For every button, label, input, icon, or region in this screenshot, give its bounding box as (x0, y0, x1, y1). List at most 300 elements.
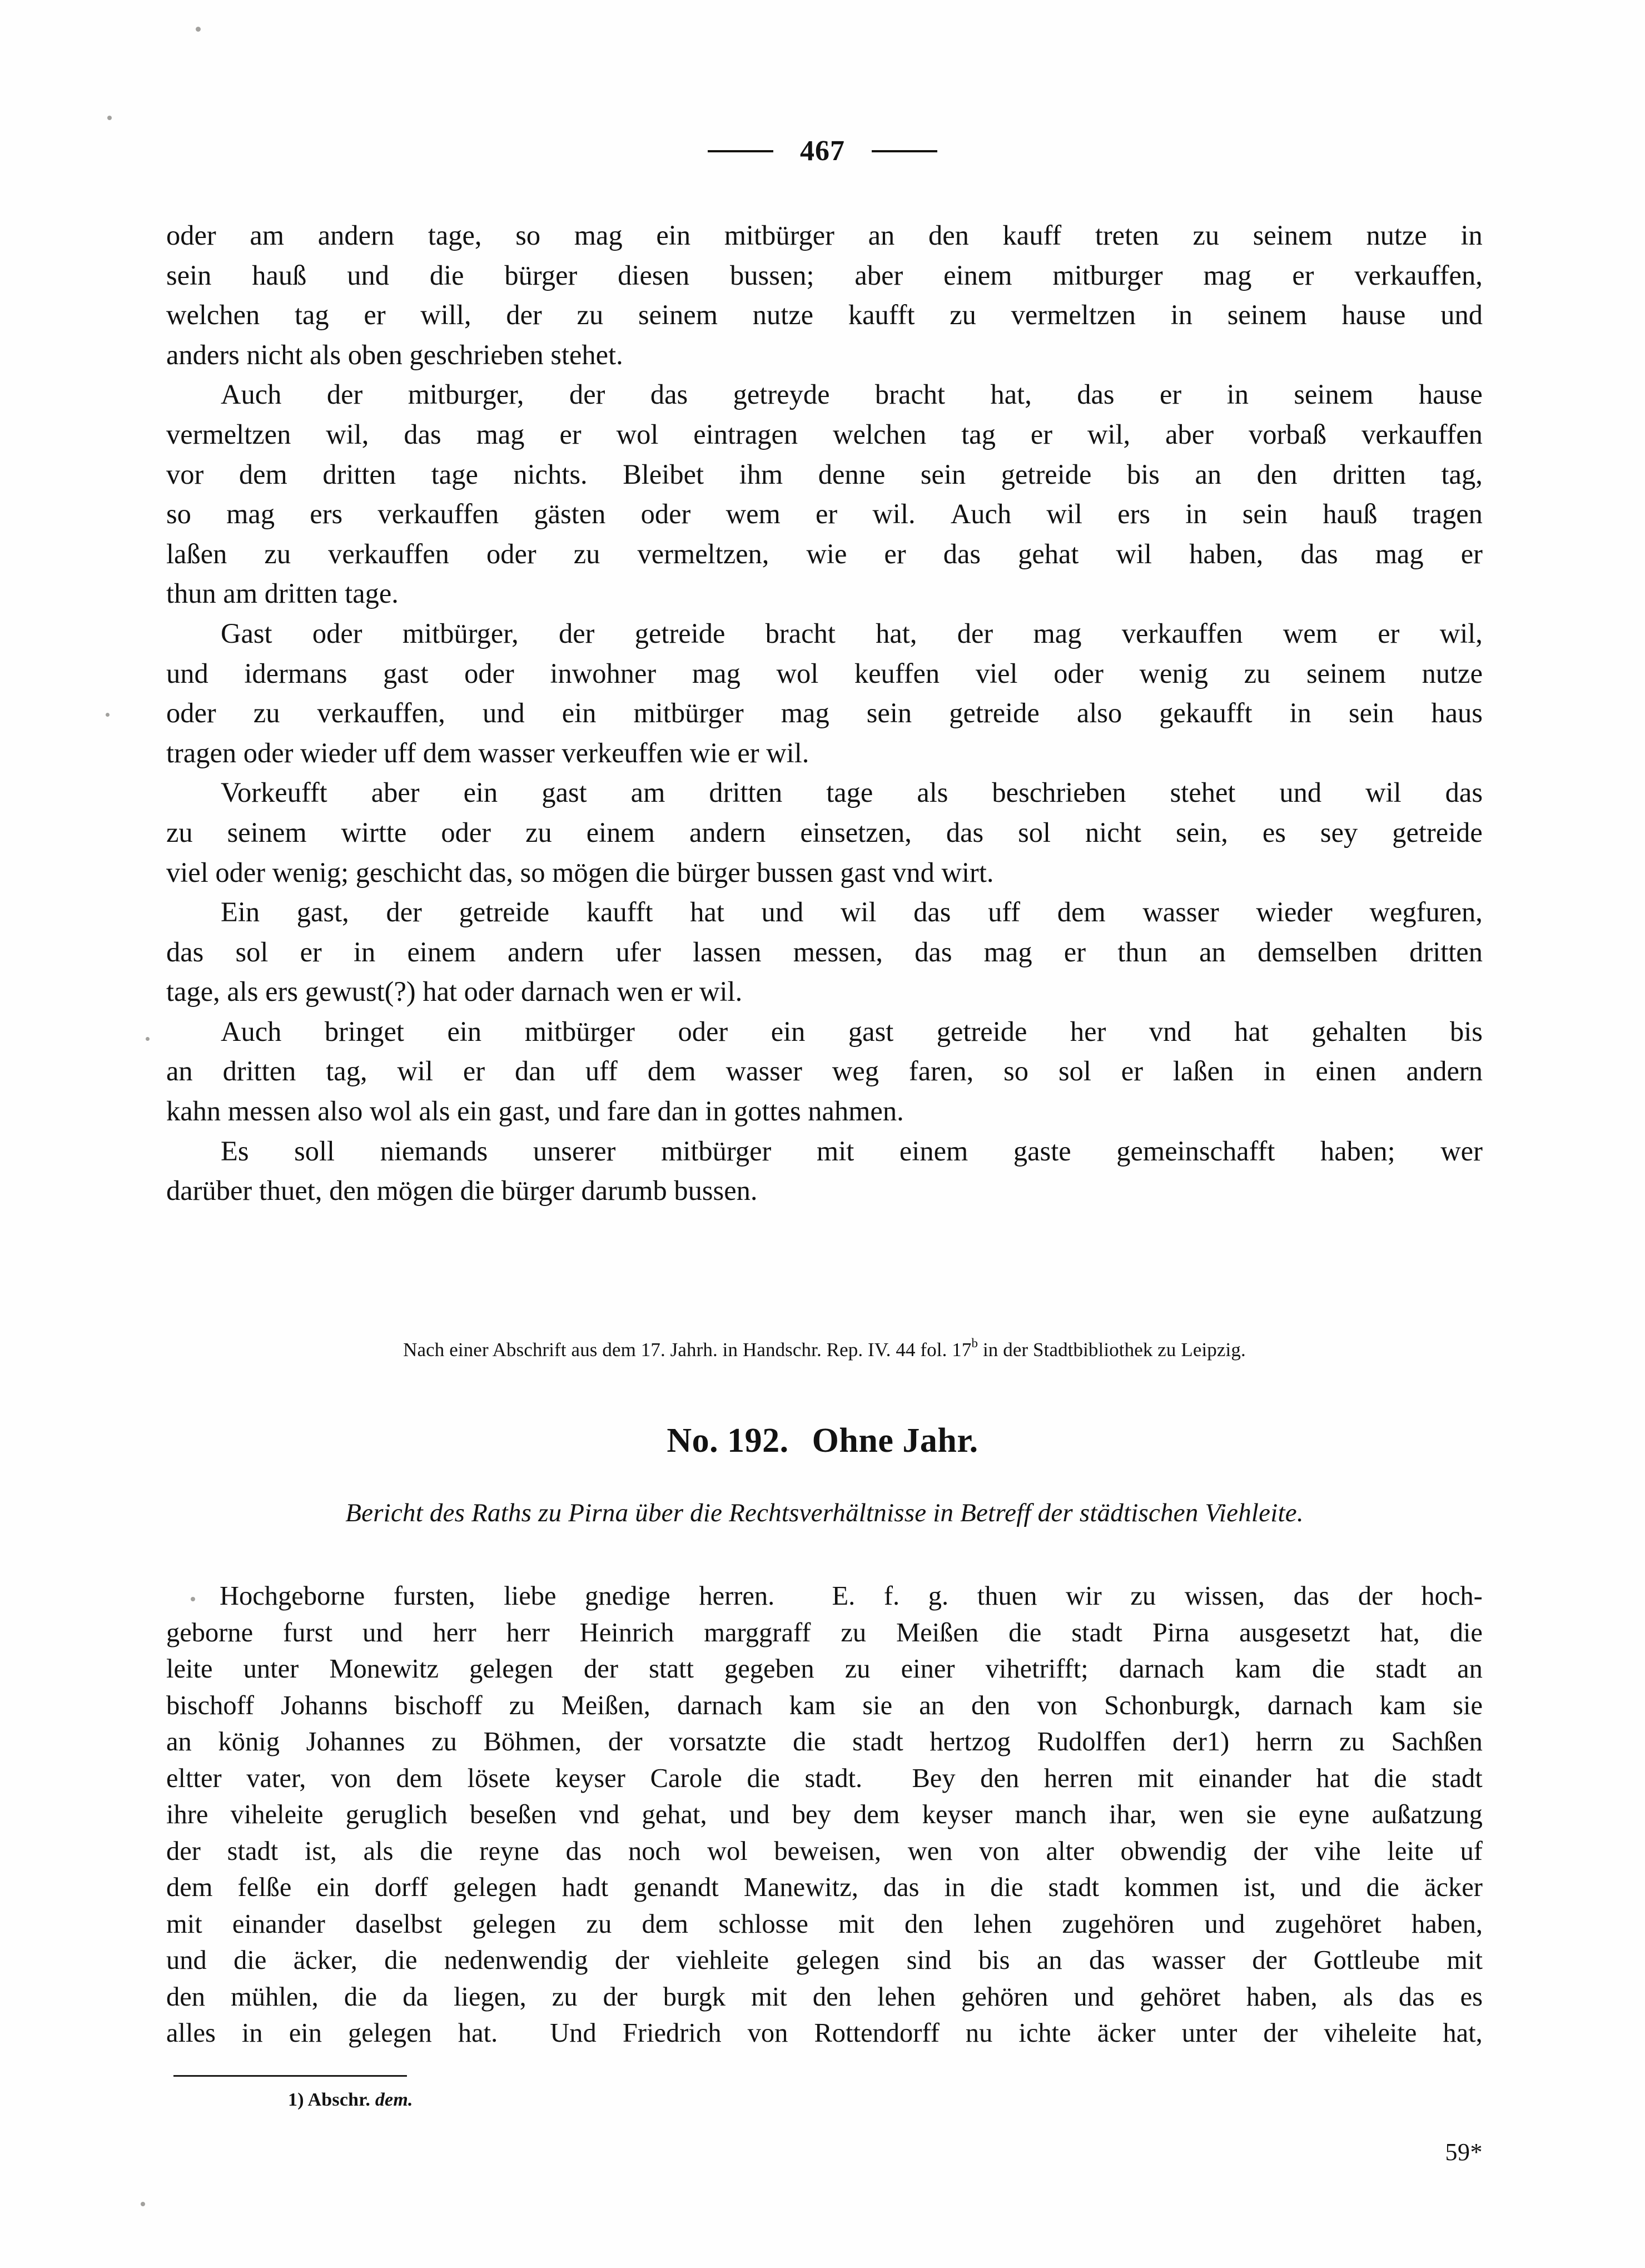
word: lehen (973, 1909, 1032, 1939)
word: der (326, 379, 363, 410)
word: ein (771, 1015, 806, 1047)
word: oder (166, 697, 216, 729)
word: einem (899, 1135, 968, 1167)
text-line (166, 1833, 1483, 1870)
word: oder (1053, 657, 1104, 689)
source-note-text-tail: in der Stadtbibliothek zu Leipzig. (978, 1339, 1246, 1361)
text-line (166, 1906, 1483, 1943)
word: stadt (1375, 1654, 1427, 1684)
word: tag, (326, 1055, 367, 1087)
word: schlosse (718, 1909, 808, 1939)
text-line (166, 1724, 1483, 1760)
text-line: tage, als ers gewust(?) hat oder darnach wen er wil. (166, 976, 743, 1008)
word: von (331, 1763, 371, 1793)
word: burgk (663, 1982, 725, 2012)
word: die (793, 1727, 826, 1756)
running-head (0, 135, 1645, 167)
word: treten (1095, 220, 1159, 251)
text-line (166, 415, 1483, 455)
word: als (917, 777, 948, 808)
word: Gast (221, 617, 272, 649)
word: mag (983, 936, 1032, 967)
word: er (1292, 259, 1314, 291)
upper-document-body (166, 216, 1483, 1211)
word: Auch (221, 379, 282, 410)
paragraph (166, 773, 1483, 892)
word: ichte (1018, 2018, 1071, 2048)
footnote (288, 2088, 413, 2112)
word: Böhmen, (483, 1727, 582, 1756)
word: sein (166, 259, 212, 291)
word: gnedige (585, 1581, 670, 1611)
word: E. (832, 1581, 856, 1611)
word: seinem (227, 816, 307, 848)
text-line: darüber thuet, den mögen die bürger darumb bussen. (166, 1175, 758, 1207)
paragraph (166, 216, 1483, 375)
word: weg (832, 1055, 879, 1087)
word: dem (1057, 896, 1106, 928)
paragraph (166, 375, 1483, 614)
word: dem (238, 458, 287, 490)
word: die (420, 1836, 453, 1866)
word: andern (317, 220, 395, 251)
word: und (761, 896, 804, 928)
word: bracht (765, 617, 836, 649)
word: vermeltzen (1011, 299, 1136, 331)
word: so (515, 220, 541, 251)
word: oder (441, 816, 491, 848)
word: die (1311, 1654, 1345, 1684)
word: hat (1234, 1015, 1269, 1047)
text-line (166, 1012, 1483, 1052)
word: und (1300, 1873, 1341, 1902)
text-line (166, 773, 1483, 813)
word: Und (550, 2018, 597, 2048)
word: da (402, 1982, 428, 2012)
word: ihre (166, 1800, 208, 1829)
word: ein (447, 1015, 482, 1047)
text-line (166, 932, 1483, 972)
word: äcker (1097, 2018, 1156, 2048)
word: an (166, 1727, 192, 1756)
word: haus (1431, 697, 1483, 729)
lower-document-body (166, 1578, 1483, 2052)
word: wil (1365, 777, 1402, 808)
word: hause (1341, 299, 1406, 331)
scan-speck (146, 1037, 150, 1041)
word: hoch- (1421, 1581, 1483, 1611)
word: sie (1453, 1690, 1483, 1720)
word: zu (573, 538, 600, 569)
text-line (166, 1796, 1483, 1833)
text-line (166, 1578, 1483, 1615)
word: nu (965, 2018, 993, 2048)
word: der (166, 1836, 201, 1866)
word: eyne (1298, 1800, 1350, 1829)
word: und (729, 1800, 770, 1829)
word: unter (243, 1654, 299, 1684)
word: gemeinschafft (1116, 1135, 1275, 1167)
word: oder (640, 498, 691, 530)
word: f. (883, 1581, 900, 1611)
word: in (1289, 697, 1311, 729)
word: Friedrich (622, 2018, 722, 2048)
word: zugehöret (1275, 1909, 1381, 1939)
word: wil, (326, 418, 369, 450)
word: so (1003, 1055, 1029, 1087)
text-line (166, 256, 1483, 296)
word: hause (1418, 379, 1483, 410)
word: zu (166, 816, 193, 848)
word: mühlen, (231, 1982, 319, 2012)
word: tragen (1412, 498, 1483, 530)
word: gast (383, 657, 429, 689)
word: nedenwendig (444, 1946, 588, 1975)
text-line: tragen oder wieder uff dem wasser verkeuffen wie er wil. (166, 737, 809, 768)
word: mag (1203, 259, 1252, 291)
word: ein (656, 220, 691, 251)
word: wil (1046, 498, 1082, 530)
word: dritten (1333, 458, 1406, 490)
word: wol (616, 418, 659, 450)
word: gelegen (796, 1946, 880, 1975)
word: bischoff (166, 1690, 255, 1720)
text-line: thun am dritten tage. (166, 578, 399, 609)
word: als (1343, 1982, 1373, 2012)
word: zu (950, 299, 976, 331)
word: er (815, 498, 838, 530)
word: zu (577, 299, 604, 331)
page-number: 467 (800, 135, 845, 167)
word: laßen (166, 538, 227, 569)
word: thun (1117, 936, 1167, 967)
word: in (1185, 498, 1207, 530)
word: und (1440, 299, 1483, 331)
word: die (990, 1873, 1023, 1902)
word: er (559, 418, 582, 450)
word: gehören (961, 1982, 1048, 2012)
word: stadt (852, 1727, 903, 1756)
source-note (166, 1331, 1483, 1363)
word: das (913, 896, 951, 928)
word: mag (226, 498, 275, 530)
word: vnd (579, 1800, 620, 1829)
word: Auch (221, 1015, 282, 1047)
word: manch (1015, 1800, 1087, 1829)
word: zu (509, 1690, 535, 1720)
word: nichts. (513, 458, 588, 490)
word: das (943, 538, 981, 569)
word: vater, (246, 1763, 306, 1793)
word: stadt (227, 1836, 279, 1866)
word: zu (253, 697, 280, 729)
word: liebe (504, 1581, 556, 1611)
word: idermans (244, 657, 347, 689)
word: gelegen (469, 1654, 553, 1684)
word: dem (853, 1800, 900, 1829)
word: wie (806, 538, 847, 569)
word: er (1121, 1055, 1144, 1087)
word: den (904, 1909, 944, 1939)
word: nutze (1422, 657, 1483, 689)
word: gehalten (1311, 1015, 1407, 1047)
word: tage, (428, 220, 482, 251)
word: das (1398, 1982, 1435, 2012)
word: an (1457, 1654, 1483, 1684)
word: sind (906, 1946, 952, 1975)
word: wasser (1152, 1946, 1225, 1975)
word: uff (585, 1055, 618, 1087)
word: statt (649, 1654, 694, 1684)
word: er (463, 1055, 485, 1087)
word: laßen (1172, 1055, 1234, 1087)
word: in (1170, 299, 1192, 331)
word: von (747, 2018, 788, 2048)
word: Heinrich (579, 1617, 674, 1647)
word: lösete (467, 1763, 530, 1793)
section-number: No. 192. (667, 1422, 789, 1460)
word: einen (1315, 1055, 1376, 1087)
word: der (506, 299, 542, 331)
word: äcker, (293, 1946, 357, 1975)
word: außatzung (1371, 1800, 1483, 1829)
word: herrn (1256, 1727, 1313, 1756)
word: das (1077, 379, 1115, 410)
word: dem (647, 1055, 696, 1087)
word: gegeben (724, 1654, 814, 1684)
word: fursten, (393, 1581, 475, 1611)
word: welchen (166, 299, 260, 331)
word: ein (561, 697, 597, 729)
text-line (166, 693, 1483, 733)
word: einer (901, 1654, 955, 1684)
word: und (166, 1946, 207, 1975)
word: furst (283, 1617, 333, 1647)
word: einander (1198, 1763, 1291, 1793)
word: hauß (252, 259, 307, 291)
word: andern (508, 936, 584, 967)
word: sein (1242, 498, 1288, 530)
word: Johannes (306, 1727, 405, 1756)
word: uff (988, 896, 1021, 928)
word: verkauffen (328, 538, 449, 569)
word: ihm (739, 458, 783, 490)
word: herren. (699, 1581, 775, 1611)
word: er (364, 299, 386, 331)
word: seinem (1253, 220, 1333, 251)
text-line (166, 654, 1483, 694)
word: wil. (872, 498, 916, 530)
word: den (980, 1763, 1020, 1793)
word: an (919, 1690, 945, 1720)
word: faren, (908, 1055, 974, 1087)
word: mag (476, 418, 525, 450)
word: andern (689, 816, 766, 848)
word: bürger (504, 259, 578, 291)
word: wieder (1256, 896, 1333, 928)
word: sol (1058, 1055, 1091, 1087)
text-line (166, 614, 1483, 654)
word: seinem (1227, 299, 1307, 331)
word: an (1036, 1946, 1062, 1975)
word: also (1076, 697, 1122, 729)
word: die (429, 259, 464, 291)
word: dritten (709, 777, 783, 808)
word: der (603, 1982, 638, 2012)
word: und (347, 259, 389, 291)
word: Bleibet (623, 458, 704, 490)
word: darnach (677, 1690, 763, 1720)
footnote-text-italic: dem. (375, 2090, 413, 2110)
word: in (1264, 1055, 1286, 1087)
word: wissen, (1184, 1581, 1265, 1611)
word: und (362, 1617, 403, 1647)
word: gaste (1013, 1135, 1071, 1167)
word: den (812, 1982, 852, 2012)
word: verkauffen (377, 498, 499, 530)
word: einem (407, 936, 476, 967)
word: der (569, 379, 605, 410)
word: wasser (1142, 896, 1219, 928)
word: dem (166, 1873, 213, 1902)
word: gelegen (453, 1873, 537, 1902)
word: mitburger, (407, 379, 524, 410)
word: stadt. (804, 1763, 863, 1793)
word: Bey (912, 1763, 956, 1793)
word: sein (866, 697, 912, 729)
word: den (928, 220, 969, 251)
text-line (166, 534, 1483, 574)
word: beseßen (470, 1800, 557, 1829)
word: das (404, 418, 441, 450)
word: nutze (752, 299, 814, 331)
word: vihe (1314, 1836, 1361, 1866)
word: haben; (1320, 1135, 1395, 1167)
word: gehöret (1140, 1982, 1221, 2012)
word: wer (1440, 1135, 1483, 1167)
word: sie (1246, 1800, 1276, 1829)
word: lassen (693, 936, 762, 967)
word: g. (928, 1581, 949, 1611)
word: hertzog (930, 1727, 1011, 1756)
word: Pirna (1152, 1617, 1210, 1647)
word: hauß (1323, 498, 1378, 530)
word: zugehören (1062, 1909, 1175, 1939)
word: seinem (1294, 379, 1374, 410)
word: bringet (324, 1015, 404, 1047)
word: der (608, 1727, 643, 1756)
word: oder (678, 1015, 728, 1047)
word: wen (907, 1836, 953, 1866)
word: sol (235, 936, 269, 967)
word: daselbst (355, 1909, 443, 1939)
word: sey (1320, 816, 1358, 848)
word: zu (844, 1654, 871, 1684)
word: viheleite (230, 1800, 324, 1829)
word: dem (642, 1909, 689, 1939)
word: zu (586, 1909, 612, 1939)
word: beschrieben (992, 777, 1126, 808)
word: und (1204, 1909, 1245, 1939)
word: noch (628, 1836, 681, 1866)
source-note-superscript: b (971, 1336, 978, 1350)
word: seinem (638, 299, 718, 331)
word: herr (433, 1617, 476, 1647)
word: hadt (561, 1873, 609, 1902)
word: er (884, 538, 906, 569)
word: getreide (936, 1015, 1027, 1047)
section-heading (0, 1421, 1645, 1461)
word: in (354, 936, 376, 967)
word: ers (1117, 498, 1151, 530)
word: tag (961, 418, 996, 450)
word: bis (978, 1946, 1010, 1975)
text-line (166, 216, 1483, 256)
word: aber (371, 777, 420, 808)
word: Auch (950, 498, 1012, 530)
word: wol (776, 657, 819, 689)
word: zu (1244, 657, 1271, 689)
word: Gottleube (1313, 1946, 1420, 1975)
word: hat, (1443, 2018, 1483, 2048)
word: vor (166, 458, 204, 490)
word: ers (310, 498, 343, 530)
word: an (1199, 936, 1226, 967)
paragraph (166, 892, 1483, 1012)
word: wirtte (341, 816, 407, 848)
word: Hochgeborne (220, 1581, 365, 1611)
word: die (1008, 1617, 1042, 1647)
word: andern (1406, 1055, 1483, 1087)
text-line (166, 2015, 1483, 2052)
word: das (1300, 538, 1338, 569)
word: gekaufft (1159, 697, 1253, 729)
word: wil, (1439, 617, 1483, 649)
word: soll (294, 1135, 335, 1167)
word: Vorkeufft (221, 777, 327, 808)
source-note-text: Nach einer Abschrift aus dem 17. Jahrh. in Handschr. Rep. IV. 44 fol. 17 (403, 1339, 972, 1361)
word: aber (1165, 418, 1214, 450)
word: Carole (650, 1763, 722, 1793)
word: unserer (533, 1135, 616, 1167)
word: verkauffen, (1354, 259, 1483, 291)
text-line (166, 1131, 1483, 1172)
word: mitburger (1052, 259, 1163, 291)
word: von (979, 1836, 1020, 1866)
word: die (1366, 1873, 1399, 1902)
word: zu (264, 538, 291, 569)
word: dritten (222, 1055, 296, 1087)
word: an (1195, 458, 1222, 490)
word: mitbürger (724, 220, 834, 251)
signature-mark: 59* (1445, 2138, 1483, 2166)
word: Sachßen (1391, 1727, 1483, 1756)
word: Johanns (281, 1690, 368, 1720)
word: mag (781, 697, 829, 729)
word: die (344, 1982, 377, 2012)
word: bracht (874, 379, 946, 410)
word: es (1262, 816, 1286, 848)
text-line (166, 1869, 1483, 1906)
word: Es (221, 1135, 249, 1167)
word: das (946, 816, 984, 848)
word: mitbürger (633, 697, 744, 729)
word: wen (1179, 1800, 1224, 1829)
word: nutze (1366, 220, 1427, 251)
word: zu (841, 1617, 867, 1647)
word: wil (840, 896, 877, 928)
word: hat. (458, 2018, 498, 2048)
